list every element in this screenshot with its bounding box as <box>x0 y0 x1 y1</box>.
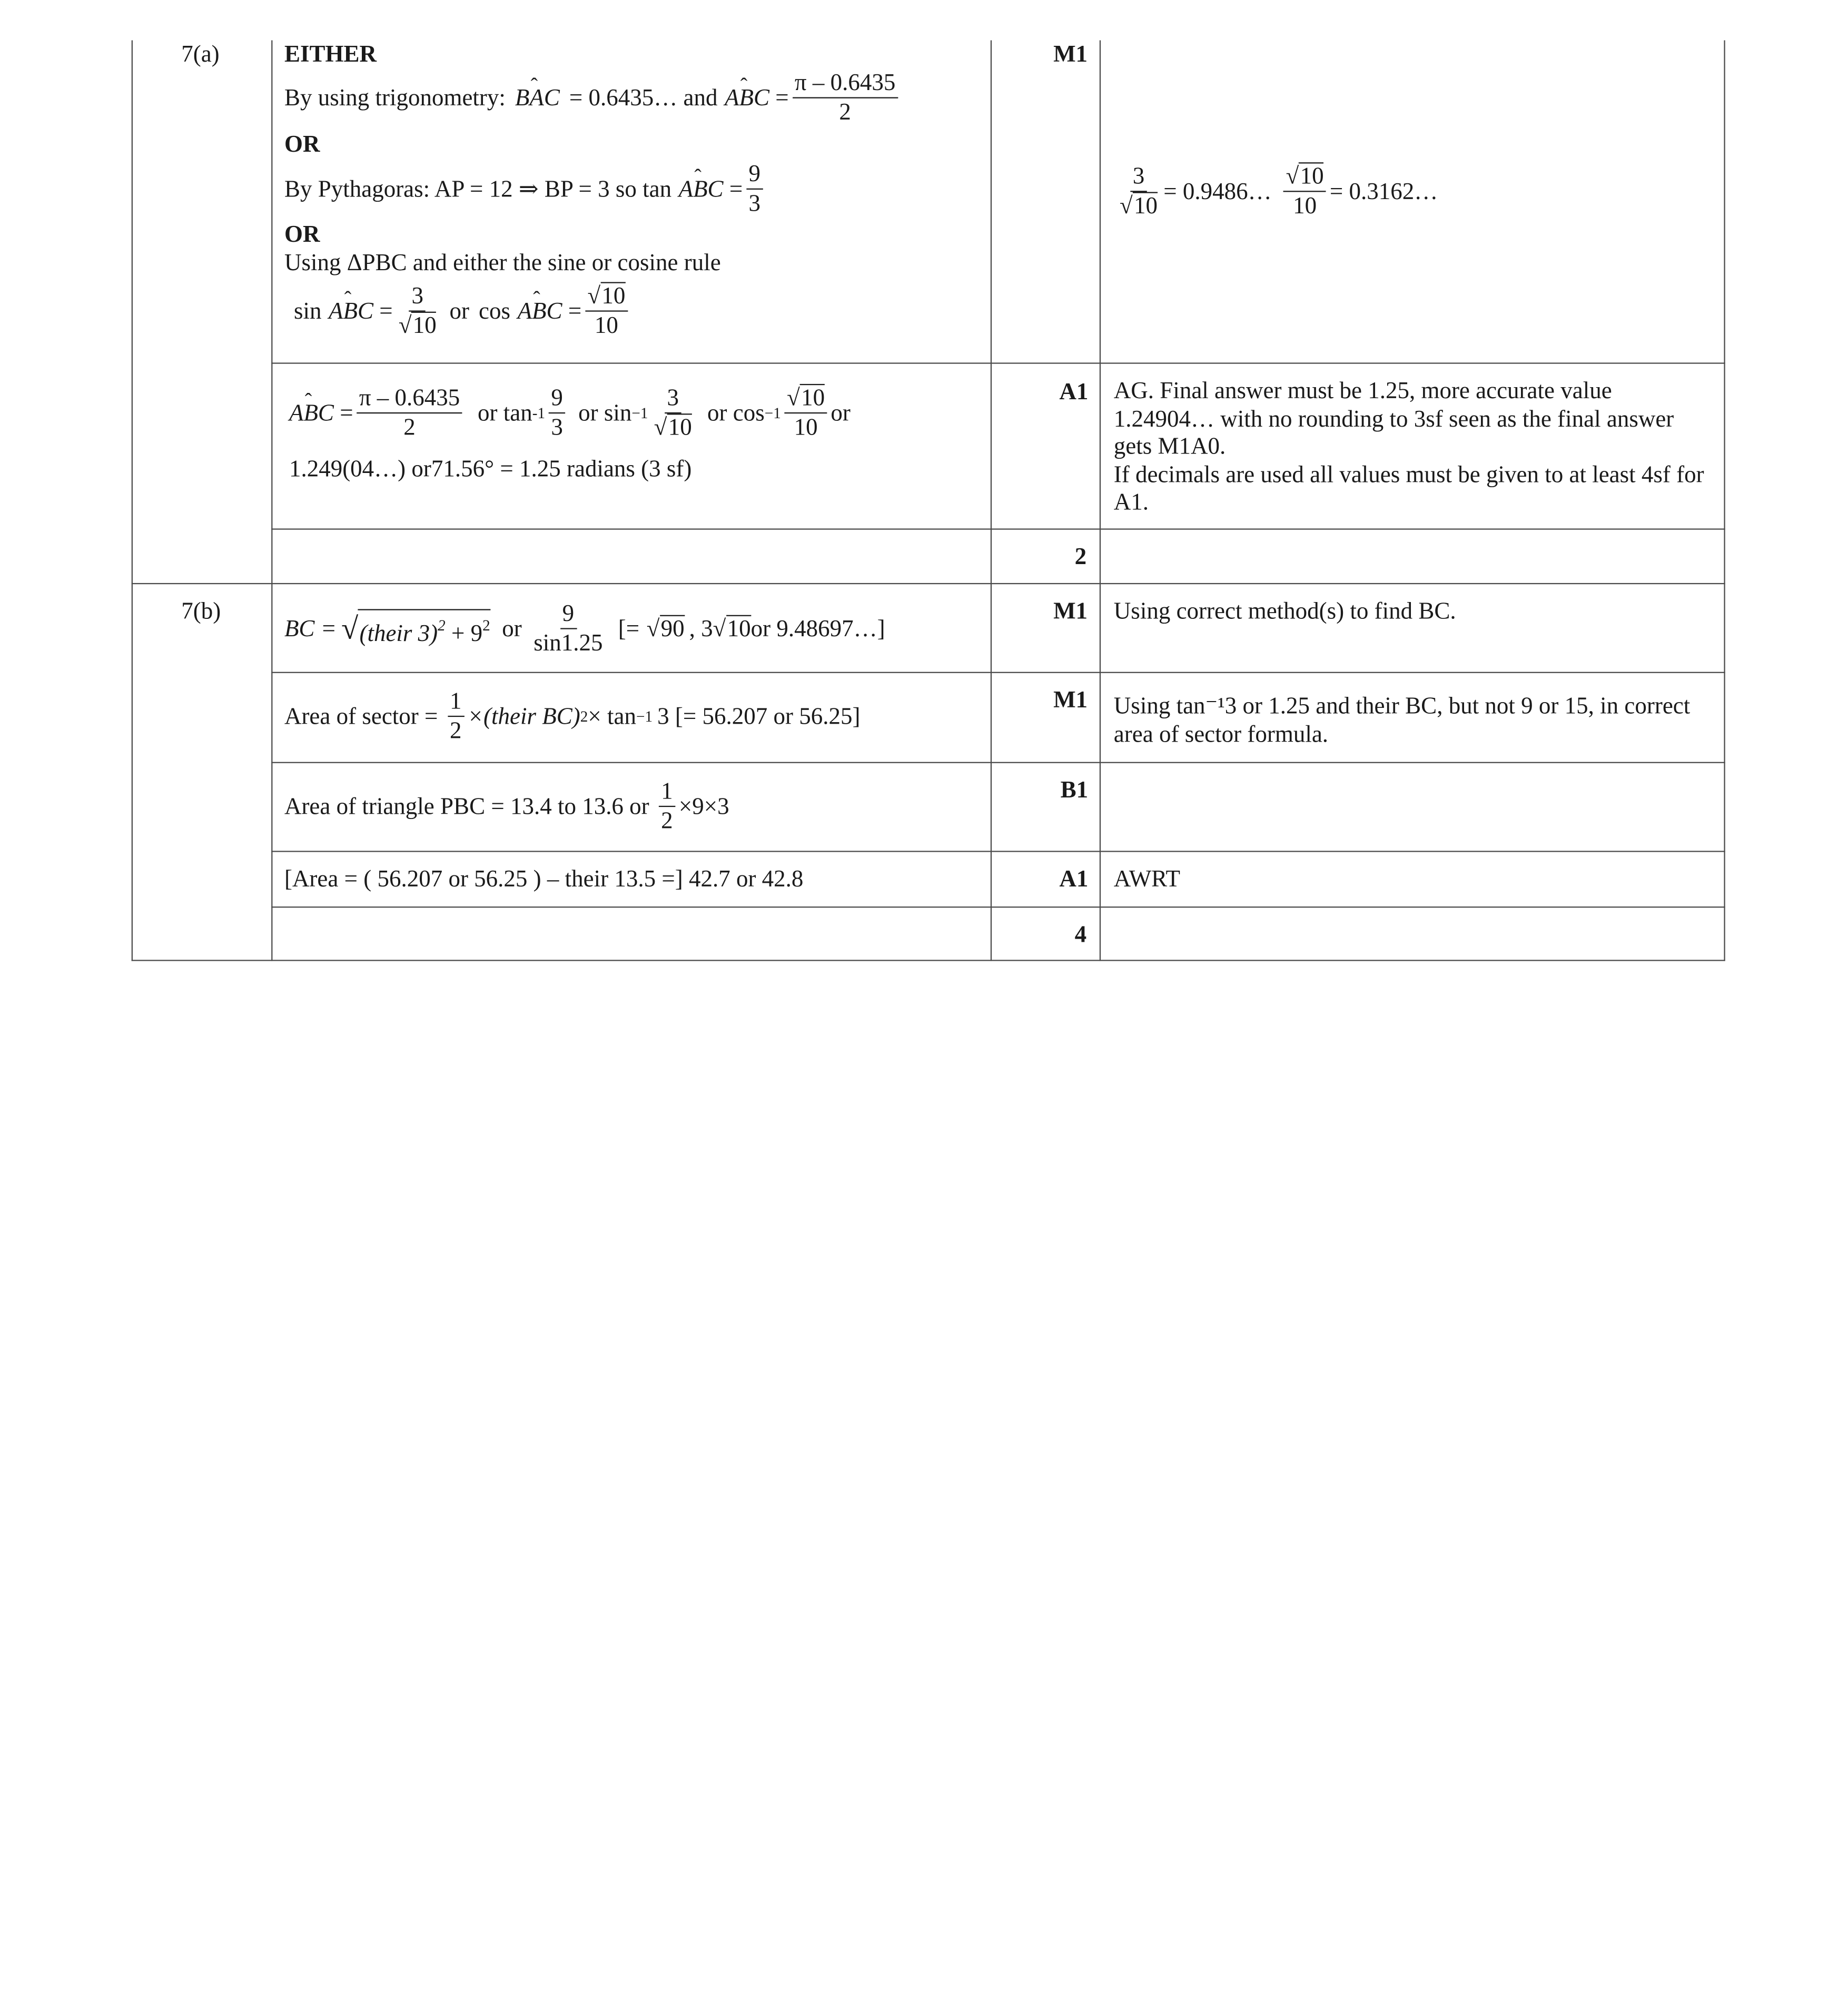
sin-cos-line: sin Aˆ BC = $\frac{3}{√ 10}$ or cos Aˆ BC = $\frac{√ 10}{10}$ <box>294 282 631 340</box>
row-divider <box>271 528 1725 529</box>
mark-a1: A1 <box>1059 866 1089 893</box>
half-fraction: $\frac{1}{2}$ <box>659 777 675 835</box>
trig-prefix: By using trigonometry: <box>284 84 506 111</box>
table-border-col2 <box>271 40 272 961</box>
question-label: 7(a) <box>181 41 220 68</box>
guidance-note: Using tan⁻¹3 or 1.25 and their BC, but not 9 or 15, in correct area of sector formula. <box>1113 693 1691 747</box>
answer-final: 1.249(04…) or71.56° = 1.25 radians (3 sf) <box>289 456 692 482</box>
half-fraction: $\frac{1}{2}$ <box>447 687 463 745</box>
triangle-line: Area of triangle PBC = 13.4 to 13.6 or $\frac{1}{2}$ ×9×3 <box>284 777 729 835</box>
guidance-note: AG. Final answer must be 1.25, more accurate value 1.24904… with no rounding to 3sf seen as the final answer gets M1A0. If decimals are used all values must be given to at least 4sf for A1. <box>1113 378 1704 516</box>
sin-label: sin <box>293 298 322 324</box>
sector-prefix: Area of sector = <box>284 703 438 729</box>
mark-m1: M1 <box>1053 687 1088 714</box>
guidance-decimals <box>1114 162 1438 220</box>
answer-line: Aˆ BC = $\frac{\pi - 0.6435}{2}$ or tan -1 $\frac{9}{3}$ or sin −1 $\frac{3}{√ 10}$ or cos −1 $\frac{√ 10}{10}$ or <box>289 384 851 442</box>
or-cos: or cos <box>707 400 765 426</box>
guidance-fraction-b: $\frac{√ 10}{10}$ <box>1283 162 1326 220</box>
or-word: or <box>449 298 470 324</box>
total-marks: 2 <box>1074 544 1087 570</box>
sine-cosine-text: Using ΔPBC and either the sine or cosine rule <box>284 250 721 277</box>
row-divider <box>271 906 1725 908</box>
or-sin: or sin <box>578 400 632 426</box>
mark-a1: A1 <box>1059 379 1089 406</box>
guidance-note: Using correct method(s) to find BC. <box>1113 598 1456 625</box>
row-divider <box>271 362 1725 363</box>
row-divider <box>271 762 1725 763</box>
bc-prefix: BC = <box>284 615 337 642</box>
pythagoras-line: By Pythagoras: AP = 12 ⇒ BP = 3 so tan Aˆ BC = $\frac{9}{3}$ <box>284 160 766 218</box>
or-word: or <box>502 615 522 642</box>
or-heading: OR <box>284 131 320 158</box>
sector-line: Area of sector = $\frac{1}{2}$ ×(their BC) 2 × tan −1 3 [= 56.207 or 56.25] <box>284 687 861 745</box>
table-border-bottom <box>132 960 1725 961</box>
bc-line: BC = √ (their $3)^2 + 9^2$ or $\frac{9}{\sin 1.25}$ [= √ 90 , 3 √ 10 or 9.48697…] <box>284 599 885 657</box>
row-divider <box>132 583 1725 584</box>
guidance-value-b: = 0.3162… <box>1329 178 1438 205</box>
guidance-fraction-a: $\frac{3}{√ 10}$ <box>1118 162 1160 220</box>
pythagoras-text: By Pythagoras: AP = 12 ⇒ BP = 3 so tan <box>284 176 672 202</box>
either-heading: EITHER <box>284 41 377 68</box>
table-border-col3 <box>991 40 992 961</box>
total-marks: 4 <box>1074 922 1087 948</box>
row-divider <box>271 851 1725 852</box>
sin-inverse-fraction: $\frac{3}{√ 10}$ <box>651 384 694 442</box>
mark-b1: B1 <box>1060 777 1089 804</box>
cos-fraction: $\frac{√ 10}{10}$ <box>585 282 628 340</box>
row-divider <box>271 672 1725 673</box>
question-label: 7(b) <box>181 598 221 625</box>
table-border-col4 <box>1100 40 1101 961</box>
trig-line: By using trigonometry: Bˆ AC = 0.6435… and Aˆ BC = $\frac{\pi - 0.6435}{2}$ <box>284 68 902 126</box>
answer-fraction: $\frac{\pi - 0.6435}{2}$ <box>357 384 462 442</box>
guidance-value-a: = 0.9486… <box>1163 178 1272 205</box>
table-border-right <box>1724 40 1725 961</box>
guidance-note: AWRT <box>1113 866 1180 893</box>
sin-fraction: $\frac{3}{√ 10}$ <box>396 282 439 340</box>
mark-m1: M1 <box>1053 41 1088 68</box>
pythagoras-fraction: $\frac{9}{3}$ <box>746 160 763 218</box>
or-heading: OR <box>284 221 320 248</box>
tan-fraction: $\frac{9}{3}$ <box>549 384 565 442</box>
or-tan: or tan <box>478 400 532 426</box>
trig-abc-fraction: $\frac{\pi - 0.6435}{2}$ <box>792 68 897 126</box>
triangle-prefix: Area of triangle PBC = 13.4 to 13.6 or <box>284 793 649 820</box>
or-word: or <box>831 400 851 426</box>
area-line: [Area = ( 56.207 or 56.25 ) – their 13.5 =] 42.7 or 42.8 <box>284 866 804 893</box>
bc-fraction: $\frac{9}{\sin 1.25}$ <box>531 599 605 657</box>
trig-bac-value: = 0.6435… and <box>569 84 718 111</box>
mark-m1: M1 <box>1053 598 1088 625</box>
cos-inverse-fraction: $\frac{√ 10}{10}$ <box>785 384 827 442</box>
table-border-left <box>132 40 133 961</box>
cos-label: cos <box>479 298 511 324</box>
